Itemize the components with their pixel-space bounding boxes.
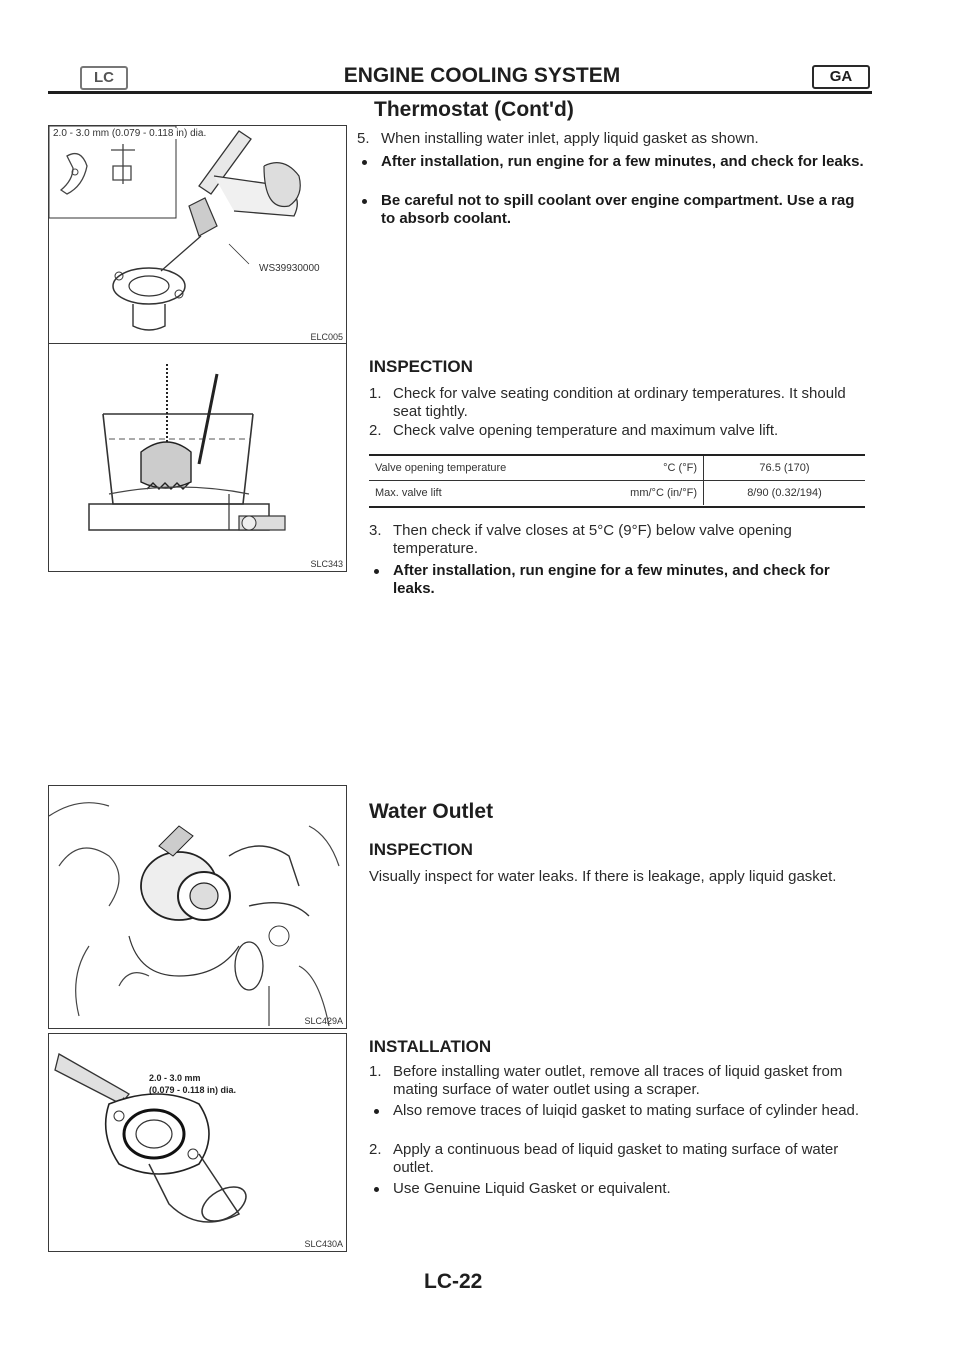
step-number: 3. [369, 522, 382, 539]
header-rule [48, 91, 872, 94]
gasket-application-illustration [49, 1034, 346, 1251]
inspection-step-3 [369, 522, 867, 560]
table-bottom-rule [369, 506, 865, 508]
step-text: Before installing water outlet, remove all traces of liquid gasket from mating surface of water outlet using a scraper. [393, 1063, 843, 1098]
bullet-text: After installation, run engine for a few minutes, and check for leaks. [381, 153, 864, 170]
step-number: 2. [369, 422, 382, 439]
installation-step-2 [369, 1141, 867, 1179]
figure-water-outlet-gasket [48, 1033, 347, 1252]
water-outlet-inspection-text: Visually inspect for water leaks. If there is leakage, apply liquid gasket. [369, 868, 837, 885]
section-badge-lc: LC [80, 66, 128, 90]
spec-value: 8/90 (0.32/194) [704, 481, 866, 506]
bullet-icon [374, 569, 379, 574]
installation-step-1 [369, 1063, 867, 1101]
step-number: 2. [369, 1141, 382, 1158]
step-text: When installing water inlet, apply liquid gasket as shown. [381, 130, 759, 147]
table-row [369, 481, 865, 506]
page-number: LC-22 [424, 1270, 483, 1293]
installation-bullet-2 [369, 1180, 867, 1200]
bullet-icon [362, 199, 367, 204]
bullet-text: Be careful not to spill coolant over engine compartment. Use a rag to absorb coolant. [381, 192, 855, 227]
spec-label: Max. valve lift [369, 481, 561, 506]
step-5-bullet-1 [357, 153, 867, 191]
figure-water-outlet-engine [48, 785, 347, 1029]
bullet-icon [374, 1109, 379, 1114]
figure-water-inlet-gasket [48, 125, 347, 345]
figure-code: SLC343 [310, 559, 343, 569]
inspection-bullet [369, 562, 867, 600]
step-number: 1. [369, 1063, 382, 1080]
figure-code: SLC429A [304, 1016, 343, 1026]
spec-table [369, 456, 865, 505]
inspection-step-1 [369, 385, 867, 423]
bullet-text: Also remove traces of luiqid gasket to mating surface of cylinder head. [393, 1102, 860, 1119]
bullet-text: Use Genuine Liquid Gasket or equivalent. [393, 1180, 671, 1197]
step-number: 1. [369, 385, 382, 402]
dimension-label-line-2: (0.079 - 0.118 in) dia. [149, 1085, 237, 1095]
inspection-step-2 [369, 422, 867, 442]
water-inlet-illustration [49, 126, 346, 344]
step-text: Check valve opening temperature and maximum valve lift. [393, 422, 779, 439]
section-badge-ga: GA [812, 65, 870, 89]
thermostat-heating-illustration [49, 344, 346, 571]
installation-bullet-1 [369, 1102, 867, 1140]
figure-code: SLC430A [304, 1239, 343, 1249]
bullet-text: After installation, run engine for a few minutes, and check for leaks. [393, 562, 830, 597]
bullet-icon [374, 1187, 379, 1192]
dimension-label: 2.0 - 3.0 mm (0.079 - 0.118 in) dia. [53, 128, 207, 139]
spec-unit: °C (°F) [561, 456, 704, 481]
inspection-heading: INSPECTION [369, 357, 473, 376]
figure-code: ELC005 [310, 332, 343, 342]
section-title: Thermostat (Cont'd) [374, 98, 574, 121]
water-outlet-title: Water Outlet [369, 800, 494, 823]
spec-unit: mm/°C (in/°F) [561, 481, 704, 506]
step-text: Apply a continuous bead of liquid gasket to mating surface of water outlet. [393, 1141, 839, 1176]
bullet-icon [362, 160, 367, 165]
water-outlet-inspection-heading: INSPECTION [369, 840, 473, 859]
page-header-title: ENGINE COOLING SYSTEM [343, 64, 621, 87]
spec-label: Valve opening temperature [375, 462, 507, 474]
engine-water-outlet-illustration [49, 786, 346, 1028]
table-row [369, 456, 865, 481]
step-text: Then check if valve closes at 5°C (9°F) below valve opening temperature. [393, 522, 792, 557]
spec-value: 76.5 (170) [759, 462, 810, 474]
dimension-label-line-1: 2.0 - 3.0 mm [149, 1073, 201, 1083]
step-text: Check for valve seating condition at ordinary temperatures. It should seat tightly. [393, 385, 846, 420]
installation-heading: INSTALLATION [369, 1037, 492, 1056]
tool-number-label: WS39930000 [259, 263, 320, 274]
figure-thermostat-test [48, 343, 347, 572]
step-number: 5. [357, 130, 370, 147]
step-5 [357, 130, 867, 150]
step-5-bullet-2 [357, 192, 867, 230]
